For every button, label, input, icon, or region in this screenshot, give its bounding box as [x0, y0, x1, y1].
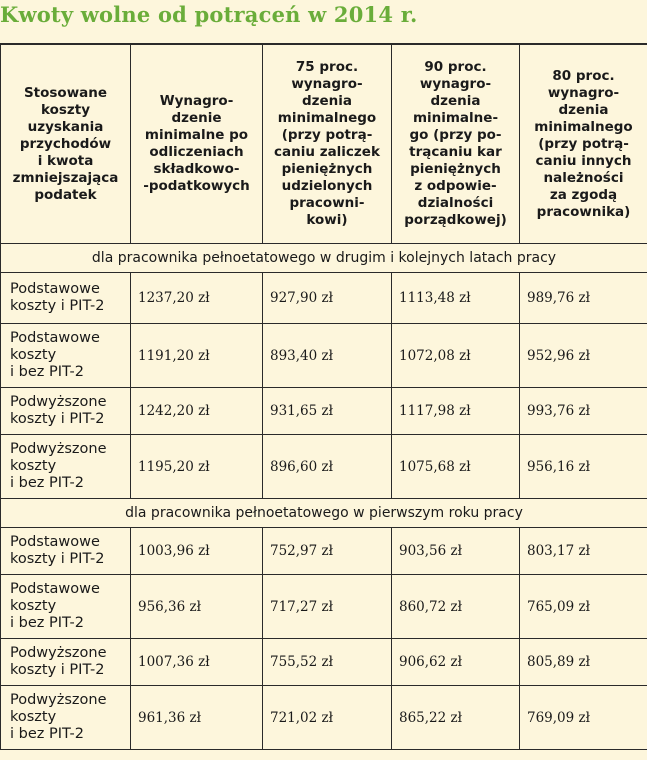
section-title: dla pracownika pełnoetatowego w pierwszym roku pracy: [1, 499, 647, 528]
table-cell: 993,76 zł: [520, 388, 647, 435]
table-row: [1, 686, 647, 750]
table-cell: 896,60 zł: [263, 435, 392, 499]
table-cell: 717,27 zł: [263, 575, 392, 639]
row-label: Podwyższone koszty i PIT-2: [1, 388, 131, 435]
table-row: [1, 324, 647, 388]
table-cell: 1075,68 zł: [392, 435, 520, 499]
table-cell: 805,89 zł: [520, 639, 647, 686]
table-row: [1, 435, 647, 499]
table-cell: 769,09 zł: [520, 686, 647, 750]
row-label: Podwyższone koszty i bez PIT-2: [1, 686, 131, 750]
section-row: [1, 499, 647, 528]
header-cell-min-wage: Wynagro- dzenie minimalne po odliczeniach składkowo- -podatkowych: [131, 45, 263, 244]
table-cell: 989,76 zł: [520, 273, 647, 324]
section-row: [1, 244, 647, 273]
row-label: Podwyższone koszty i PIT-2: [1, 639, 131, 686]
row-label: Podstawowe koszty i PIT-2: [1, 273, 131, 324]
table-cell: 1195,20 zł: [131, 435, 263, 499]
table-cell: 952,96 zł: [520, 324, 647, 388]
table-cell: 1237,20 zł: [131, 273, 263, 324]
table-cell: 961,36 zł: [131, 686, 263, 750]
table-cell: 803,17 zł: [520, 528, 647, 575]
header-cell-80: 80 proc. wynagro- dzenia minimalnego (przy potrą- caniu innych należności za zgodą pracownika): [520, 45, 647, 244]
table-row: [1, 388, 647, 435]
table-cell: 956,36 zł: [131, 575, 263, 639]
table-cell: 1007,36 zł: [131, 639, 263, 686]
row-label: Podstawowe koszty i PIT-2: [1, 528, 131, 575]
table-row: [1, 639, 647, 686]
table-cell: 1242,20 zł: [131, 388, 263, 435]
table-cell: 931,65 zł: [263, 388, 392, 435]
table-cell: 1191,20 zł: [131, 324, 263, 388]
deductions-table: [0, 44, 647, 750]
table-cell: 956,16 zł: [520, 435, 647, 499]
table-cell: 1117,98 zł: [392, 388, 520, 435]
table-cell: 1113,48 zł: [392, 273, 520, 324]
table-cell: 1003,96 zł: [131, 528, 263, 575]
table-cell: 721,02 zł: [263, 686, 392, 750]
table-row: [1, 575, 647, 639]
row-label: Podstawowe koszty i bez PIT-2: [1, 324, 131, 388]
header-cell-costs: Stosowane koszty uzyskania przychodów i kwota zmniejszająca podatek: [1, 45, 131, 244]
table-cell: 893,40 zł: [263, 324, 392, 388]
table-cell: 903,56 zł: [392, 528, 520, 575]
header-row: [1, 45, 647, 244]
table-cell: 755,52 zł: [263, 639, 392, 686]
row-label: Podwyższone koszty i bez PIT-2: [1, 435, 131, 499]
table-cell: 906,62 zł: [392, 639, 520, 686]
table-cell: 1072,08 zł: [392, 324, 520, 388]
table-cell: 865,22 zł: [392, 686, 520, 750]
table-cell: 765,09 zł: [520, 575, 647, 639]
header-cell-75: 75 proc. wynagro- dzenia minimalnego (przy potrą- caniu zaliczek pieniężnych udzielonych pracowni- kowi): [263, 45, 392, 244]
table-cell: 752,97 zł: [263, 528, 392, 575]
table-row: [1, 273, 647, 324]
header-cell-90: 90 proc. wynagro- dzenia minimalne- go (przy po- trącaniu kar pieniężnych z odpowie- dzialności porządkowej): [392, 45, 520, 244]
row-label: Podstawowe koszty i bez PIT-2: [1, 575, 131, 639]
section-title: dla pracownika pełnoetatowego w drugim i kolejnych latach pracy: [1, 244, 647, 273]
table-cell: 860,72 zł: [392, 575, 520, 639]
page-title: Kwoty wolne od potrąceń w 2014 r.: [0, 2, 418, 27]
table-cell: 927,90 zł: [263, 273, 392, 324]
table-row: [1, 528, 647, 575]
